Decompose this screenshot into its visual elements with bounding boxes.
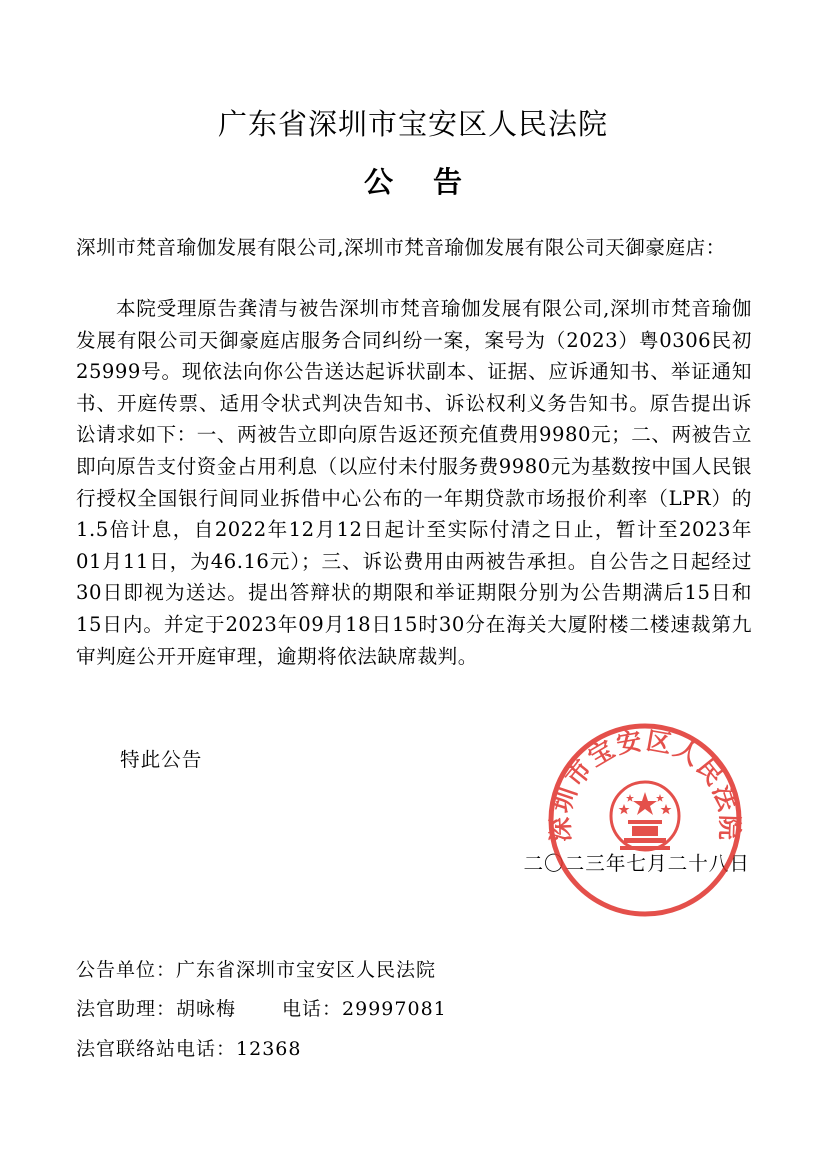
court-name-title: 广东省深圳市宝安区人民法院: [217, 107, 608, 141]
assistant-name: 胡咏梅: [176, 998, 237, 1020]
notice-body: 本院受理原告龚清与被告深圳市梵音瑜伽发展有限公司,深圳市梵音瑜伽发展有限公司天御豪庭店服务合同纠纷一案，案号为（2023）粤0306民初25999号。现依法向你公告送达起诉状副本、证据、应诉通知书、举证通知书、开庭传票、适用令状式判决告知书、诉讼权利义务告知书。原告提出诉讼请求如下：一、两被告立即向原告返还预充值费用9980元；二、两被告立即向原告支付资金占用利息（以应付未付服务费9980元为基数按中国人民银行授权全国银行间同业拆借中心公布的一年期贷款市场报价利率（LPR）的1.5倍计息，自2022年12月12日起计至实际付清之日止，暂计至2023年01月11日，为46.16元）；三、诉讼费用由两被告承担。自公告之日起经过30日即视为送达。提出答辩状的期限和举证期限分别为公告期满后15日和15日内。并定于2023年09月18日15时30分在海关大厦附楼二楼速裁第九审判庭公开开庭审理，逾期将依法缺席裁判。: [76, 297, 752, 668]
notice-heading-char-1: 公: [363, 165, 393, 199]
footer-publisher: [76, 956, 436, 984]
notice-date: 二〇二三年七月二十八日: [523, 852, 750, 875]
station-label: 法官联络站电话：: [76, 1038, 237, 1060]
national-emblem-icon: [611, 782, 679, 850]
footer-station-phone: [76, 1035, 301, 1063]
publisher-label: 公告单位：: [76, 959, 177, 981]
notice-heading: [0, 162, 826, 202]
footer-assistant: [76, 995, 447, 1023]
assistant-label: 法官助理：: [76, 998, 177, 1020]
recipients: 深圳市梵音瑜伽发展有限公司,深圳市梵音瑜伽发展有限公司天御豪庭店：: [76, 236, 726, 259]
phone-label: 电话：: [282, 998, 343, 1020]
phone-value: 29997081: [342, 998, 447, 1020]
seal-text: 深圳市宝安区人民法院: [545, 725, 745, 843]
closing-phrase: 特此公告: [120, 748, 203, 771]
court-seal-stamp: [540, 720, 750, 920]
station-value: 12368: [236, 1038, 302, 1060]
publisher-value: 广东省深圳市宝安区人民法院: [176, 959, 437, 981]
notice-heading-char-2: 告: [433, 165, 463, 199]
